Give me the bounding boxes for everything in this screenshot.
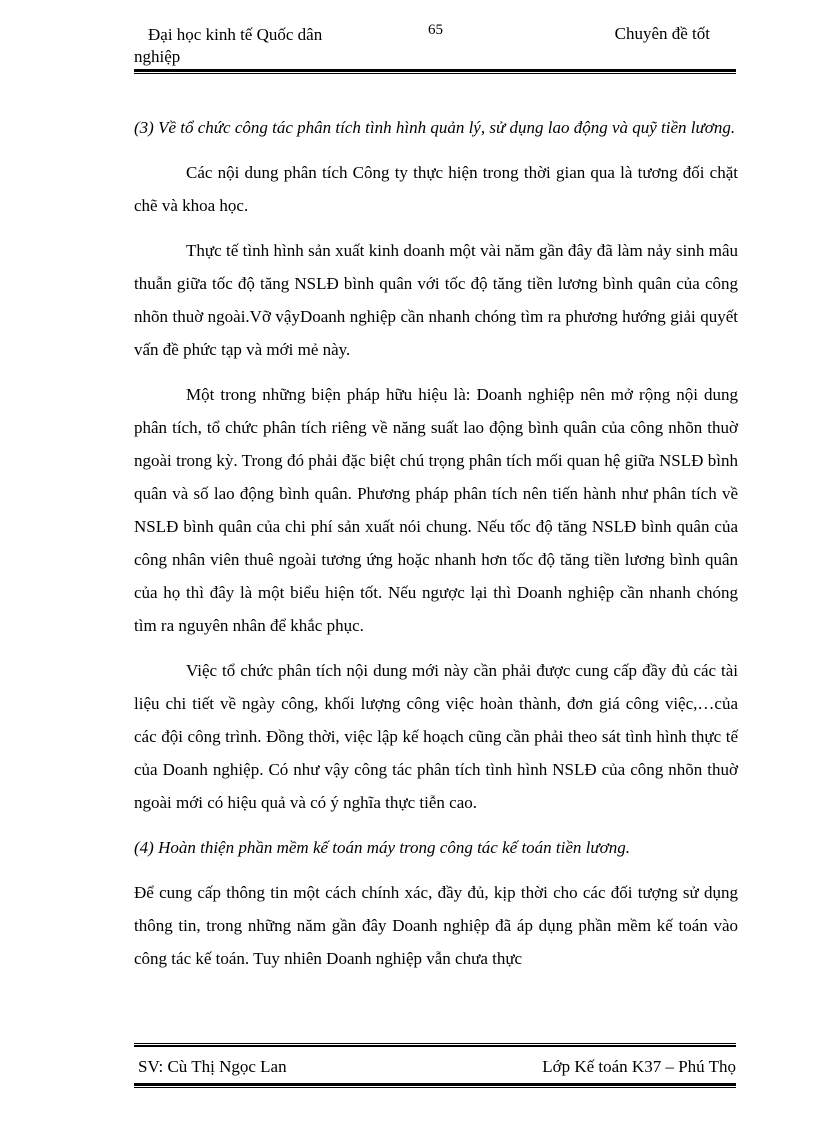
- section-heading-3: (3) Về tổ chức công tác phân tích tình hình quản lý, sử dụng lao động và quỹ tiền lương.: [134, 118, 736, 137]
- page-header: [134, 20, 736, 66]
- footer-class: Lớp Kế toán K37 – Phú Thọ: [542, 1057, 736, 1076]
- header-institution-line2: nghiệp: [134, 47, 181, 66]
- header-institution: [134, 24, 378, 68]
- paragraph: Để cung cấp thông tin một cách chính xác, đầy đủ, kịp thời cho các đối tượng sử dụng thông tin, trong những năm gần đây Doanh nghiệp đã áp dụng phần mềm kế toán vào công tác kế toán. Tuy nhiên Doanh nghiệp vẫn chưa thực: [134, 883, 738, 968]
- paragraph: Việc tổ chức phân tích nội dung mới này cần phải được cung cấp đầy đủ các tài liệu chi tiết về ngày công, khối lượng công việc hoàn thành, đơn giá công việc,…của các đội công trình. Đồng thời, việc lập kế hoạch cũng cần phải theo sát tình hình thực tế của Doanh nghiệp. Có như vậy công tác phân tích tình hình NSLĐ của công nhõn thuờ ngoài mới có hiệu quả và có ý nghĩa thực tiễn cao.: [134, 661, 738, 812]
- page-body: [134, 111, 738, 987]
- header-institution-line1: Đại học kinh tế Quốc dân: [148, 25, 323, 44]
- header-rule: [134, 69, 736, 74]
- footer-student: SV: Cù Thị Ngọc Lan: [138, 1057, 287, 1076]
- footer-top-rule: [134, 1043, 736, 1047]
- paragraph: Thực tế tình hình sản xuất kinh doanh một vài năm gần đây đã làm nảy sinh mâu thuẫn giữa tốc độ tăng NSLĐ bình quân với tốc độ tăng tiền lương bình quân của công nhõn thuờ ngoài.Vỡ vậyDoanh nghiệp cần nhanh chóng tìm ra phương hướng giải quyết vấn đề phức tạp và mới mẻ này.: [134, 241, 738, 359]
- paragraph: Các nội dung phân tích Công ty thực hiện trong thời gian qua là tương đối chặt chẽ và khoa học.: [134, 163, 738, 215]
- paragraph: Một trong những biện pháp hữu hiệu là: Doanh nghiệp nên mở rộng nội dung phân tích, tổ chức phân tích riêng về năng suất lao động bình quân của công nhõn thuờ ngoài trong kỳ. Trong đó phải đặc biệt chú trọng phân tích mối quan hệ giữa NSLĐ bình quân và số lao động bình quân. Phương pháp phân tích nên tiến hành như phân tích về NSLĐ bình quân của chi phí sản xuất nói chung. Nếu tốc độ tăng NSLĐ bình quân của công nhân viên thuê ngoài tương ứng hoặc nhanh hơn tốc độ tăng tiền lương bình quân của họ thì đây là một biểu hiện tốt. Nếu ngược lại thì Doanh nghiệp cần nhanh chóng tìm ra nguyên nhân để khắc phục.: [134, 385, 738, 635]
- section-heading-4: (4) Hoàn thiện phần mềm kế toán máy trong công tác kế toán tiền lương.: [134, 838, 630, 857]
- page-number: 65: [428, 22, 443, 38]
- footer-rule: [134, 1083, 736, 1088]
- header-title: Chuyên đề tốt: [614, 24, 710, 43]
